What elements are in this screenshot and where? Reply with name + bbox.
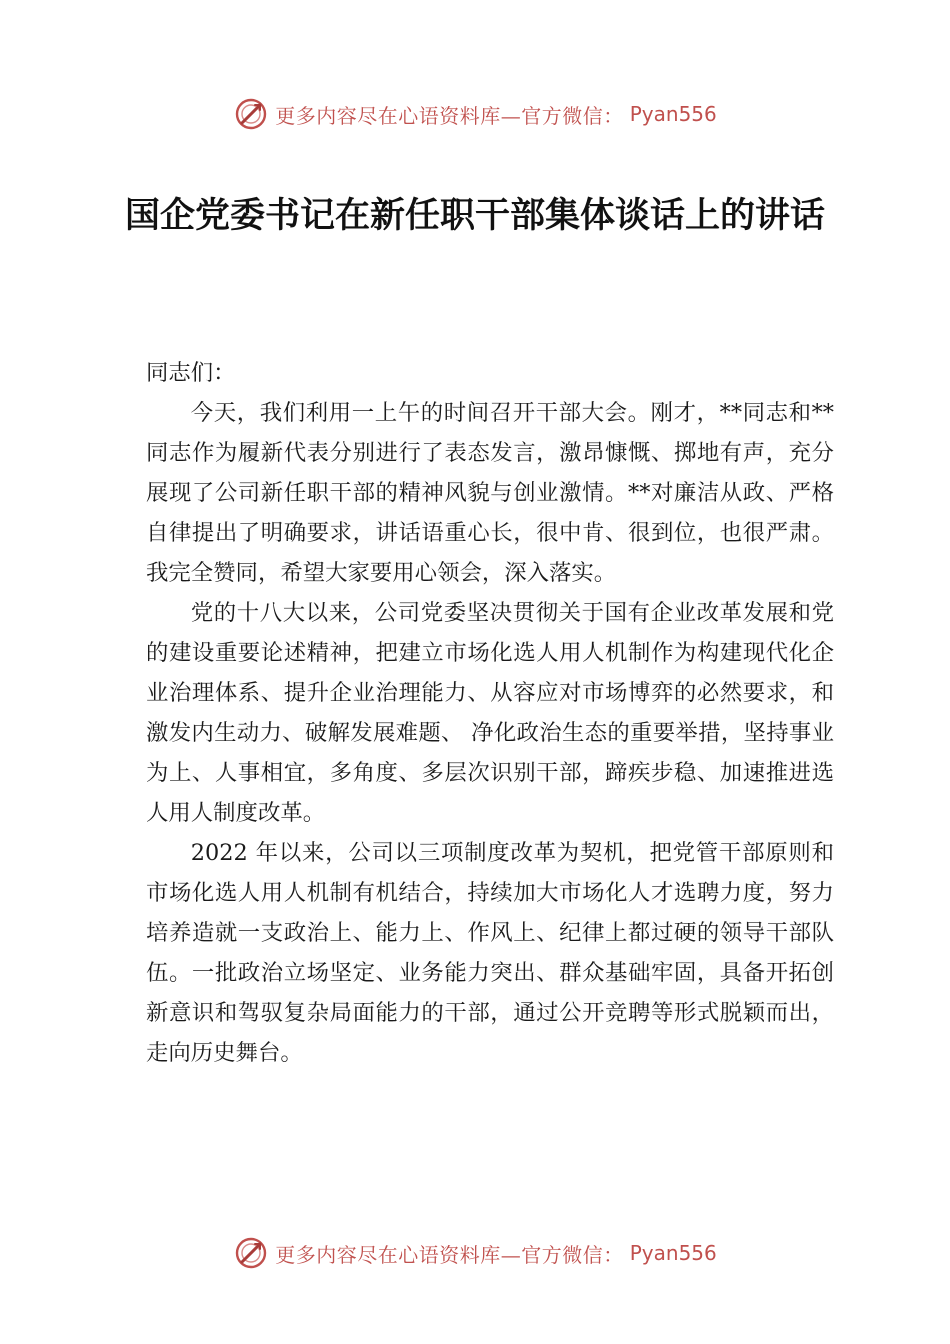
body-paragraph: 2022 年以来，公司以三项制度改革为契机，把党管干部原则和市场化选人用人机制有机结合，持续加大市场化人才选聘力度，努力培养造就一支政治上、能力上、作风上、纪律上都过硬的领导干部队伍。一批政治立场坚定、业务能力突出、群众基础牢固，具备开拓创新意识和驾驭复杂局面能力的干部，通过公开竞聘等形式脱颖而出，走向历史舞台。 <box>146 840 834 1066</box>
salutation: 同志们： <box>146 360 236 386</box>
document-title: 国企党委书记在新任职干部集体谈话上的讲话 <box>124 196 825 236</box>
header-watermark <box>0 94 950 134</box>
watermark-text: 更多内容尽在心语资料库—官方微信： <box>275 103 624 128</box>
footer-watermark <box>0 1233 950 1273</box>
body-paragraph: 党的十八大以来，公司党委坚决贯彻关于国有企业改革发展和党的建设重要论述精神，把建立市场化选人用人机制作为构建现代化企业治理体系、提升企业治理能力、从容应对市场博弈的必然要求，和激发内生动力、破解发展难题、 净化政治生态的重要举措，坚持事业为上、人事相宜，多角度、多层次识别干部，蹄疾步稳、加速推进选人用人制度改革。 <box>146 600 834 826</box>
watermark-code: Pyan556 <box>629 102 717 126</box>
watermark-code: Pyan556 <box>629 1241 717 1265</box>
watermark-logo-icon <box>233 1235 269 1271</box>
watermark-text: 更多内容尽在心语资料库—官方微信： <box>275 1242 624 1267</box>
watermark-logo-icon <box>233 96 269 132</box>
body-paragraph: 今天，我们利用一上午的时间召开干部大会。刚才，**同志和**同志作为履新代表分别进行了表态发言，激昂慷慨、掷地有声，充分展现了公司新任职干部的精神风貌与创业激情。**对廉洁从政、严格自律提出了明确要求，讲话语重心长，很中肯、很到位，也很严肃。我完全赞同，希望大家要用心领会，深入落实。 <box>146 400 834 586</box>
document-body <box>146 353 834 1073</box>
